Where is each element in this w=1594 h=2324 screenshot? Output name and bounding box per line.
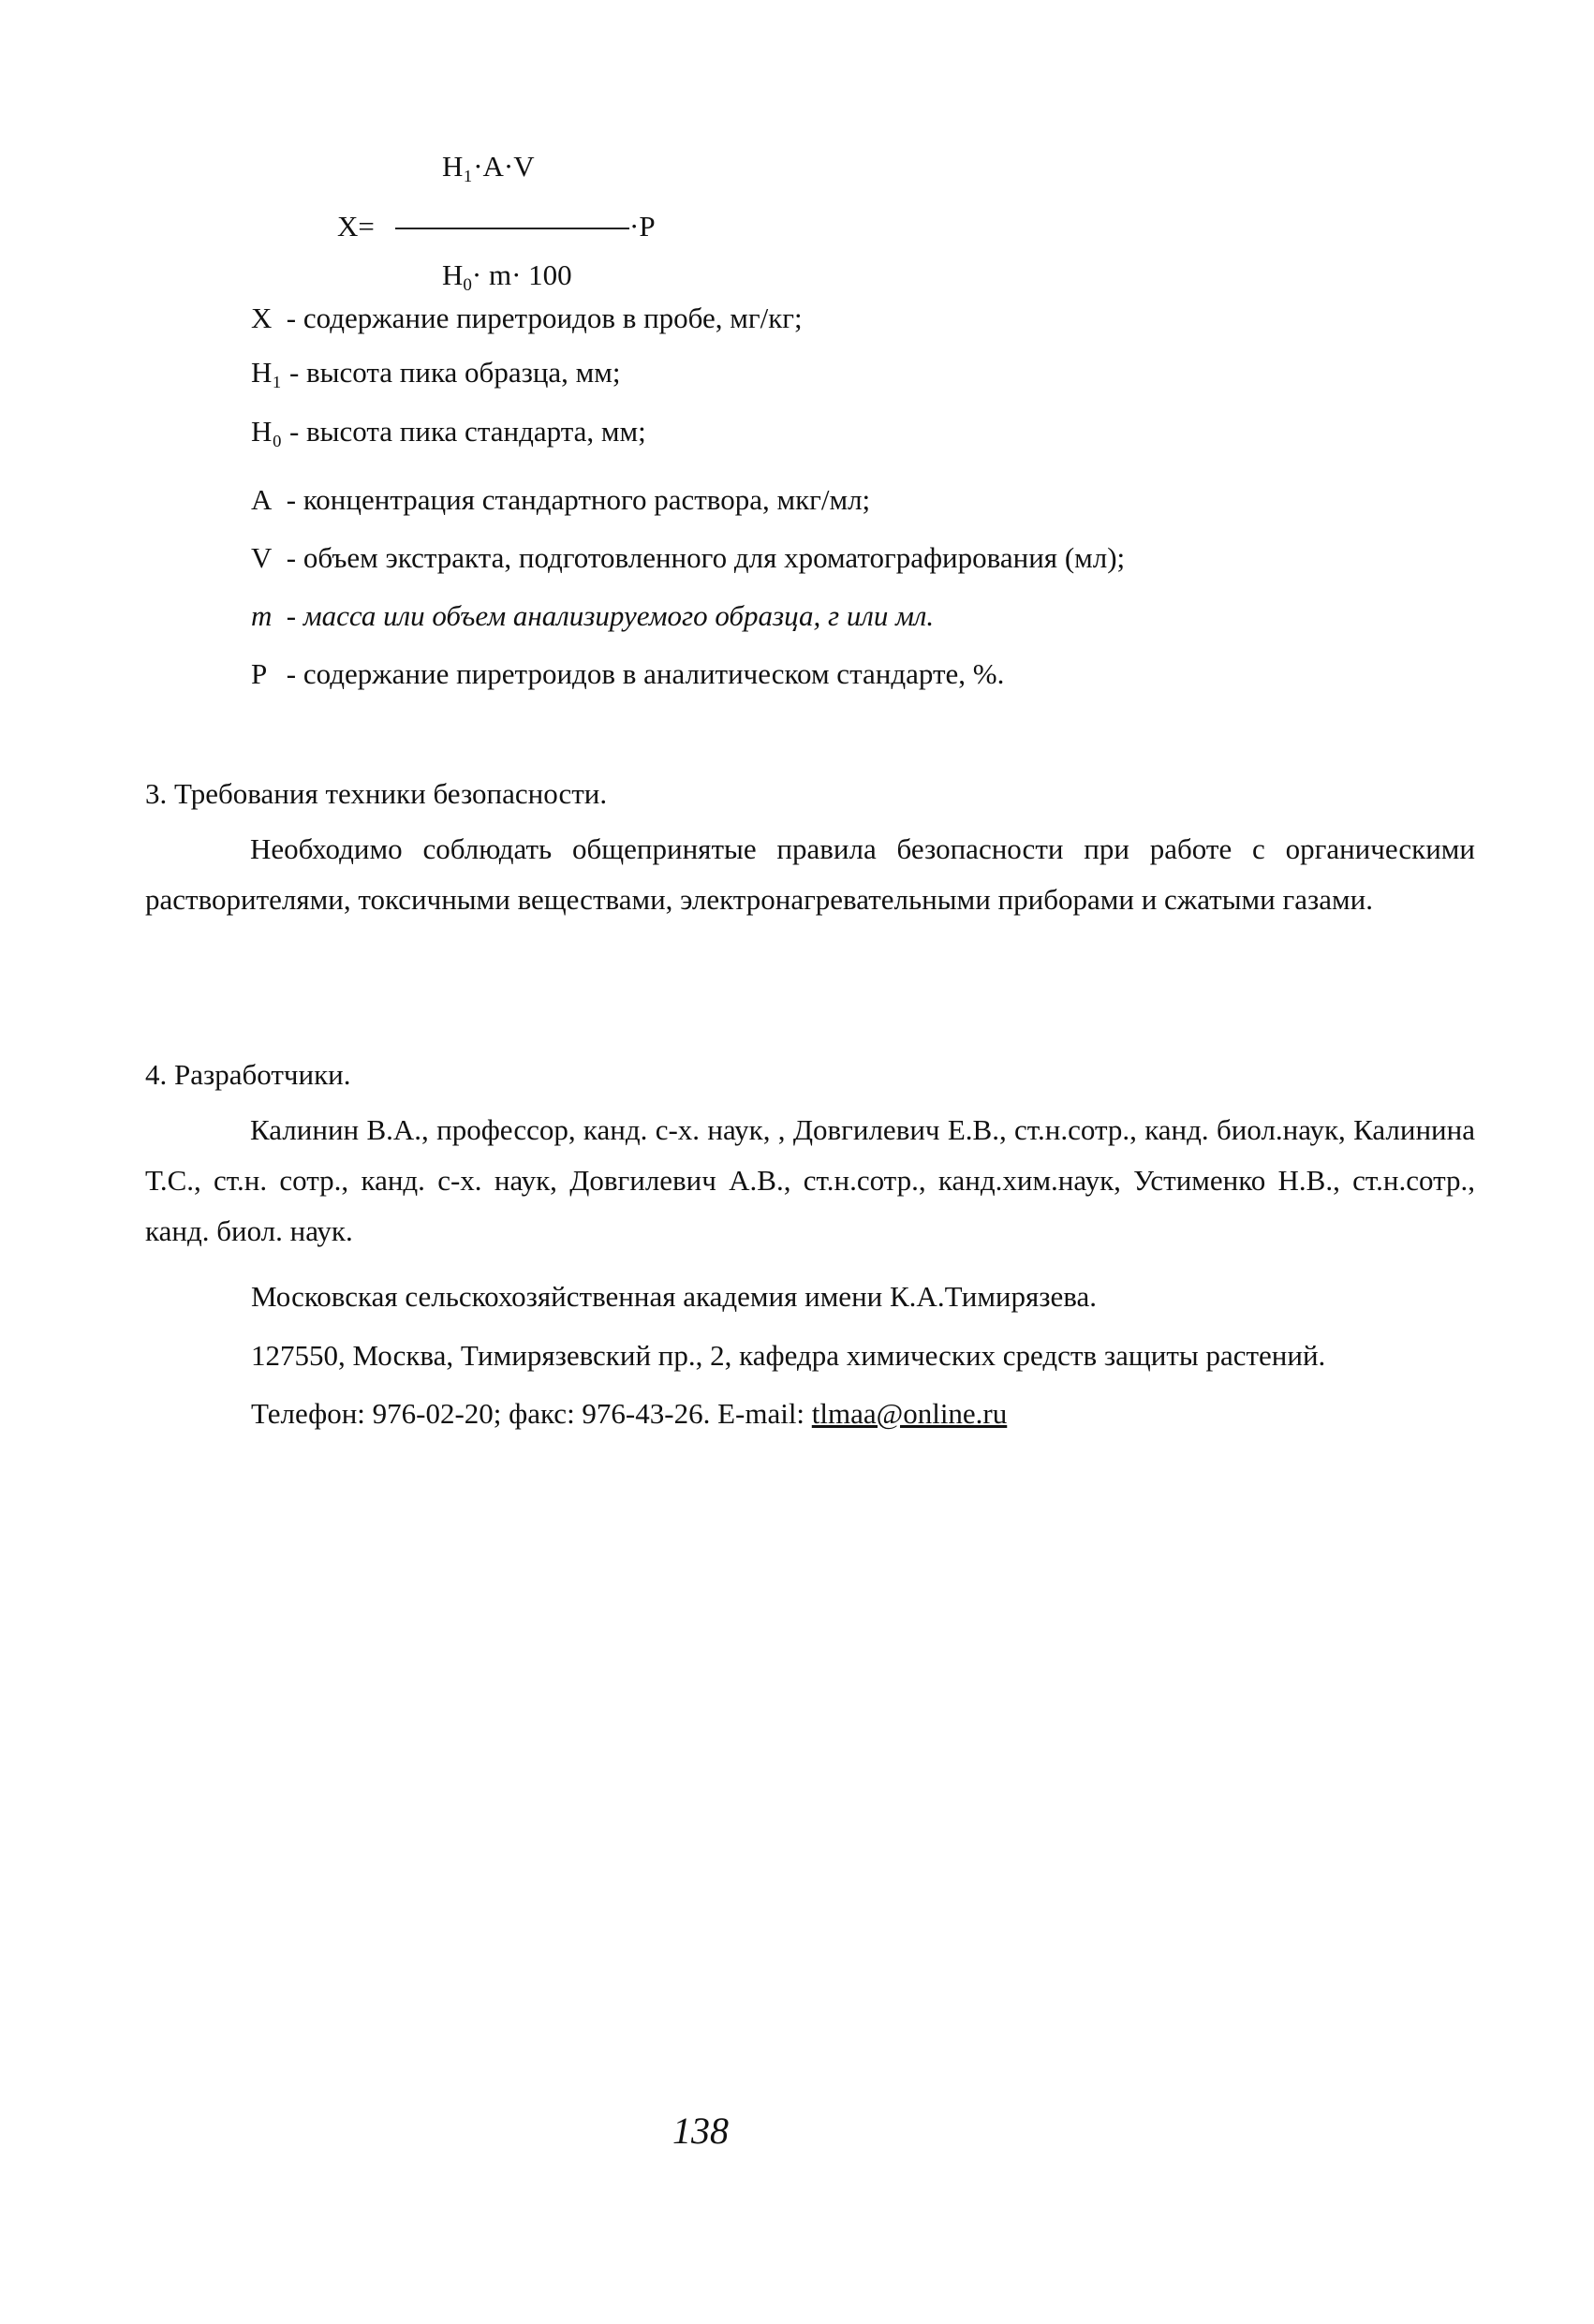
fraction-bar	[395, 228, 629, 229]
formula-numerator: H₁·A·V	[442, 150, 535, 183]
email-link[interactable]: tlmaa@online.ru	[811, 1397, 1008, 1430]
address: 127550, Москва, Тимирязевский пр., 2, кафедра химических средств защиты растений.	[251, 1339, 1326, 1372]
section-4-heading: 4. Разработчики.	[145, 1058, 351, 1091]
formula-denominator: $H_0\cdot m\cdot 100$	[442, 258, 572, 295]
legend-line-h1: H₁ - высота пика образца, мм;	[251, 356, 621, 389]
formula	[337, 150, 712, 295]
legend-line-a: A - концентрация стандартного раствора, мкг/мл;	[251, 483, 871, 516]
section-3-heading: 3. Требования техники безопасности.	[145, 777, 608, 810]
legend-line-m: m - масса или объем анализируемого образца, г или мл.	[251, 599, 935, 632]
legend-line-x: X - содержание пиретроидов в пробе, мг/кг;	[251, 302, 803, 334]
legend-line-p: P - содержание пиретроидов в аналитическом стандарте, %.	[251, 657, 1005, 690]
formula-multiplier: ·P	[629, 210, 656, 243]
legend-line-h0: H₀ - высота пика стандарта, мм;	[251, 415, 646, 448]
contact-text: Телефон: 976-02-20; факс: 976-43-26. E-mail:	[251, 1397, 812, 1430]
section-3-text: Необходимо соблюдать общепринятые правила безопасности при работе с органическими растворителями, токсичными веществами, электронагревательными приборами и сжатыми газами.	[145, 832, 1475, 916]
institution: Московская сельскохозяйственная академия имени К.А.Тимирязева.	[251, 1280, 1098, 1313]
contact-line	[251, 1397, 1007, 1431]
legend-line-v: V - объем экстракта, подготовленного для хроматографирования (мл);	[251, 541, 1126, 574]
section-4-authors: Калинин В.А., профессор, канд. с-х. наук, , Довгилевич Е.В., ст.н.сотр., канд. биол.наук, Калинина Т.С., ст.н. сотр., канд. с-х. наук, Довгилевич А.В., ст.н.сотр., канд.хим.наук, Устименко Н.В., ст.н.сотр., канд. биол. наук.	[145, 1113, 1475, 1247]
formula-lhs: X=	[337, 210, 375, 243]
page-number: 138	[672, 2110, 729, 2152]
